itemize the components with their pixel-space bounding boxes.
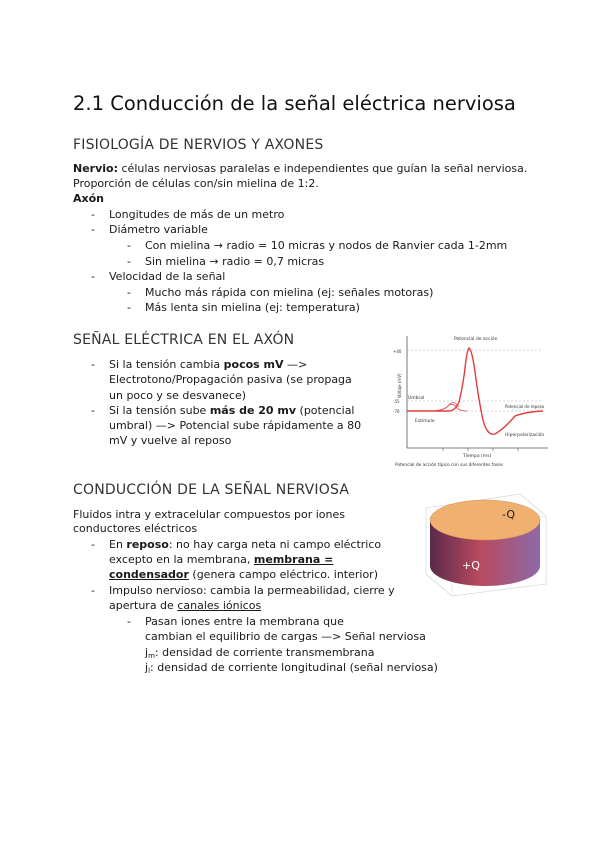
axon-label: Axón bbox=[73, 192, 104, 205]
bullet-longitudes: Longitudes de más de un metro bbox=[109, 208, 285, 221]
x-axis-label: Tiempo (ms) bbox=[463, 454, 492, 459]
section-heading-fisiologia: FISIOLOGÍA DE NERVIOS Y AXONES bbox=[73, 137, 324, 153]
bullet-reposo-line3: condensador (genera campo eléctrico. interior) bbox=[109, 568, 378, 581]
bullet-lenta: Más lenta sin mielina (ej: temperatura) bbox=[145, 301, 360, 314]
estimulo-label: Estímulo bbox=[415, 419, 435, 424]
bullet-diametro: Diámetro variable bbox=[109, 223, 208, 236]
bullet-impulso: Impulso nervioso: cambia la permeabilidad, cierre y bbox=[109, 584, 395, 597]
nervio-label: Nervio: bbox=[73, 162, 118, 175]
bullet-dash: - bbox=[127, 239, 131, 252]
figure-caption: Potencial de acción típico con sus diferentes fases bbox=[395, 463, 503, 468]
y-axis-label: Voltaje (mV) bbox=[397, 373, 402, 398]
bullet-dash: - bbox=[91, 538, 95, 551]
section-heading-senal: SEÑAL ELÉCTRICA EN EL AXÓN bbox=[73, 332, 295, 348]
bullet-dash: - bbox=[91, 270, 95, 283]
bullet-con-mielina: Con mielina → radio = 10 micras y nodos de Ranvier cada 1-2mm bbox=[145, 239, 508, 252]
bullet-impulso-line2: apertura de canales iónicos bbox=[109, 599, 262, 612]
hiper-label: Hiperpolarización bbox=[505, 433, 545, 438]
nervio-text: células nerviosas paralelas e independientes que guían la señal nerviosa. bbox=[121, 162, 528, 175]
peak-label: Potencial de acción bbox=[454, 337, 498, 342]
jl-line: $j_l$: densidad de corriente longitudinal (señal nerviosa) bbox=[145, 661, 438, 675]
reposo-label: Potencial de reposo bbox=[505, 404, 545, 409]
proporcion-text: Proporción de células con/sin mielina de 1:2. bbox=[73, 177, 319, 190]
bullet-20mv-line2: umbral) —> Potencial sube rápidamente a 80 bbox=[109, 419, 362, 432]
bullet-pasan: Pasan iones entre la membrana que bbox=[145, 615, 344, 628]
section-heading-conduccion: CONDUCCIÓN DE LA SEÑAL NERVIOSA bbox=[73, 482, 350, 498]
nervio-line bbox=[73, 161, 527, 176]
y-tick-label: -55 bbox=[393, 399, 400, 404]
fluidos-line1: Fluidos intra y extracelular compuestos por iones bbox=[73, 508, 345, 521]
bullet-dash: - bbox=[91, 223, 95, 236]
y-tick-label: +40 bbox=[393, 349, 402, 354]
bullet-dash: - bbox=[127, 615, 131, 628]
bullet-pasan-line2: cambian el equilibrio de cargas —> Señal nerviosa bbox=[145, 630, 426, 643]
bullet-dash: - bbox=[91, 208, 95, 221]
bullet-reposo: En reposo: no hay carga neta ni campo eléctrico bbox=[109, 538, 382, 551]
bullet-velocidad: Velocidad de la señal bbox=[109, 270, 226, 283]
bullet-dash: - bbox=[91, 404, 95, 417]
y-tick-label: -70 bbox=[393, 409, 400, 414]
bullet-pocos-mv-line2: Electrotono/Propagación pasiva (se propaga bbox=[109, 373, 352, 386]
bullet-rapida: Mucho más rápida con mielina (ej: señales motoras) bbox=[145, 286, 434, 299]
page-title: 2.1 Conducción de la señal eléctrica nerviosa bbox=[73, 92, 516, 115]
bullet-20mv-line3: mV y vuelve al reposo bbox=[109, 434, 232, 447]
failed-initiation-curve bbox=[431, 403, 459, 411]
bullet-20mv: Si la tensión sube más de 20 mv (potencial bbox=[109, 404, 355, 417]
bullet-pocos-mv-line3: un poco y se desvanece) bbox=[109, 389, 247, 402]
bullet-dash: - bbox=[91, 584, 95, 597]
cylinder-top bbox=[430, 500, 540, 540]
bullet-dash: - bbox=[91, 358, 95, 371]
umbral-label: Umbral bbox=[408, 396, 425, 401]
bullet-reposo-line2: excepto en la membrana, membrana = bbox=[109, 553, 334, 566]
negative-charge-label: -Q bbox=[502, 508, 516, 521]
bullet-dash: - bbox=[127, 301, 131, 314]
bullet-dash: - bbox=[127, 255, 131, 268]
positive-charge-label: +Q bbox=[462, 559, 480, 572]
bullet-dash: - bbox=[127, 286, 131, 299]
fluidos-line2: conductores eléctricos bbox=[73, 522, 198, 535]
jm-line: $j_m$: densidad de corriente transmembrana bbox=[145, 646, 375, 660]
bullet-pocos-mv: Si la tensión cambia pocos mV —> bbox=[109, 358, 308, 371]
bullet-sin-mielina: Sin mielina → radio = 0,7 micras bbox=[145, 255, 325, 268]
membrane-capacitor-figure bbox=[420, 488, 550, 600]
action-potential-figure bbox=[393, 328, 553, 473]
